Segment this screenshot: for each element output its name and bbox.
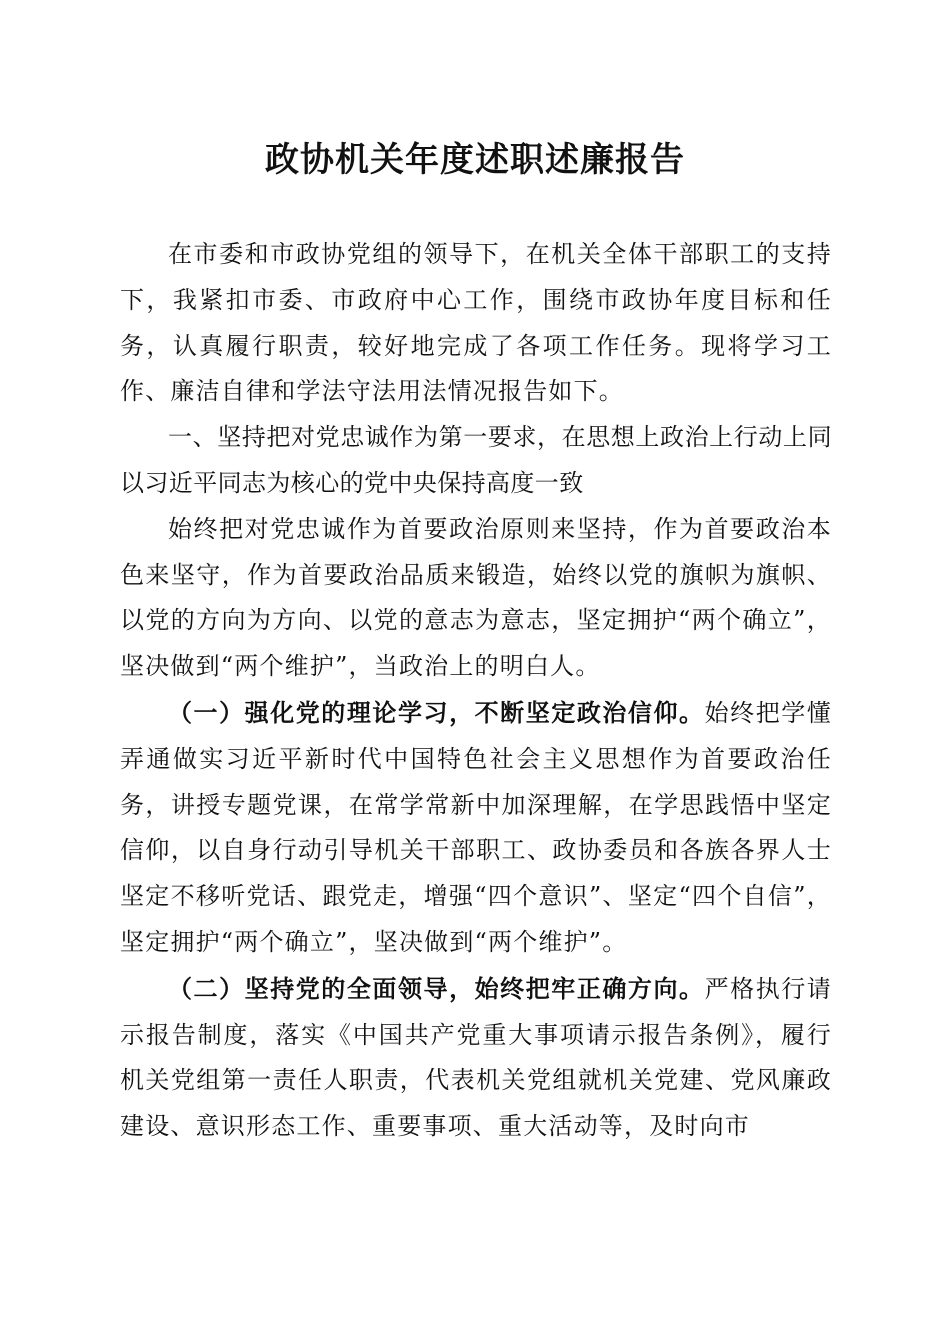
section-1-paragraph: 始终把对党忠诚作为首要政治原则来坚持，作为首要政治本色来坚守，作为首要政治品质来锻造，始终以党的旗帜为旗帜、以党的方向为方向、以党的意志为意志，坚定拥护“两个确立”，坚决做到“两个维护”，当政治上的明白人。 — [120, 514, 832, 681]
subsection-1-text: 始终把学懂弄通做实习近平新时代中国特色社会主义思想作为首要政治任务，讲授专题党课，在常学常新中加深理解，在学思践悟中坚定信仰，以自身行动引导机关干部职工、政协委员和各族各界人士坚定不移听党话、跟党走，增强“四个意识”、坚定“四个自信”，坚定拥护“两个确立”，坚决做到“两个维护”。 — [120, 698, 833, 956]
document-body — [120, 232, 832, 1150]
section-1-heading: 一、坚持把对党忠诚作为第一要求，在思想上政治上行动上同以习近平同志为核心的党中央保持高度一致 — [120, 423, 832, 497]
intro-paragraph: 在市委和市政协党组的领导下，在机关全体干部职工的支持下，我紧扣市委、市政府中心工作，围绕市政协年度目标和任务，认真履行职责，较好地完成了各项工作任务。现将学习工作、廉洁自律和学法守法用法情况报告如下。 — [120, 240, 832, 406]
subsection-2-text: 严格执行请示报告制度，落实《中国共产党重大事项请示报告条例》，履行机关党组第一责任人职责，代表机关党组就机关党建、党风廉政建设、意识形态工作、重要事项、重大活动等，及时向市 — [120, 974, 833, 1141]
subsection-2-lead: （二）坚持党的全面领导，始终把牢正确方向。 — [168, 973, 705, 1003]
subsection-2-paragraph — [120, 966, 832, 1150]
subsection-1-paragraph — [120, 690, 832, 966]
document-title: 政协机关年度述职述廉报告 — [265, 140, 685, 180]
subsection-1-lead: （一）强化党的理论学习，不断坚定政治信仰。 — [168, 697, 705, 727]
